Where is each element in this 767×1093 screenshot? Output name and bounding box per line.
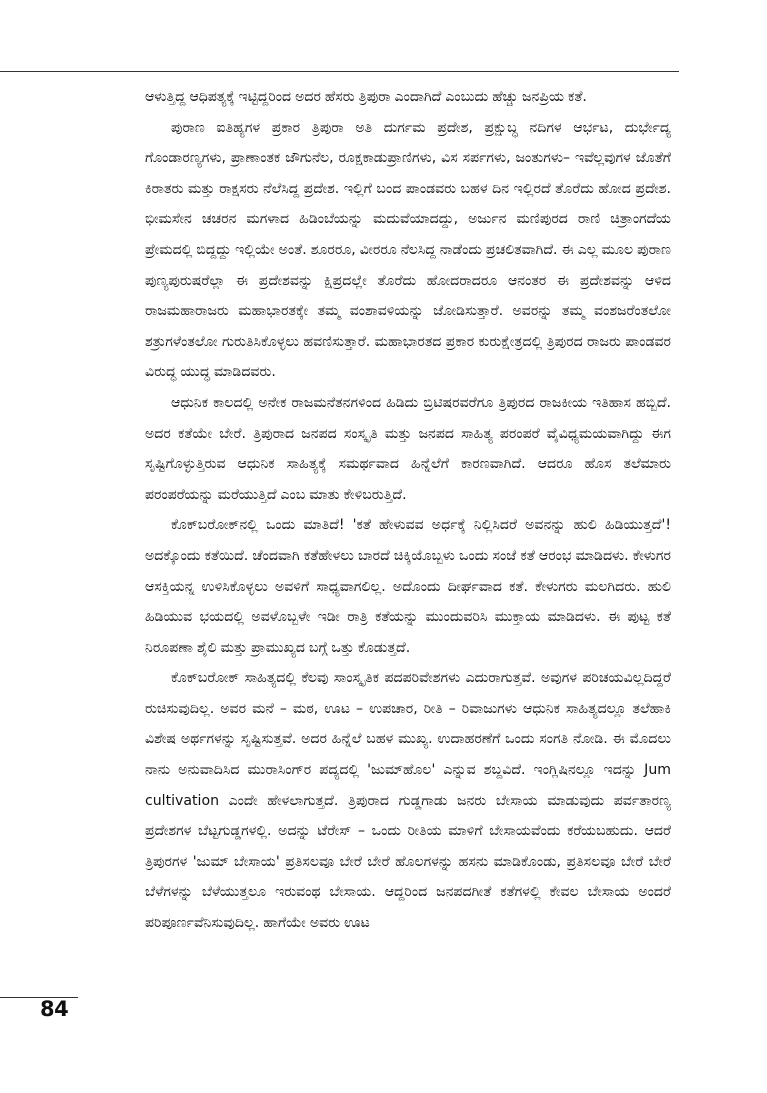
paragraph-cultural-context: ಕೊಕ್‌ಬರೋಕ್ ಸಾಹಿತ್ಯದಲ್ಲಿ ಕೆಲವು ಸಾಂಸ್ಕೃತಿಕ ಪದಪರಿವೇಶಗಳು ಎದುರಾಗುತ್ತವೆ. ಅವುಗಳ ಪರಿಚಯವಿಲ್ಲದಿದ್ದರೆ ರುಚಿಸುವುದಿಲ್ಲ. ಅವರ ಮನೆ – ಮಠ, ಊಟ – ಉಪಚಾರ, ರೀತಿ – ರಿವಾಜುಗಳು ಆಧುನಿಕ ಸಾಹಿತ್ಯದಲ್ಲೂ ತಲೆಹಾಕಿ ವಿಶೇಷ ಅರ್ಥಗಳನ್ನು ಸೃಷ್ಟಿಸುತ್ತವೆ. ಅದರ ಹಿನ್ನೆಲೆ ಬಹಳ ಮುಖ್ಯ. ಉದಾಹರಣೆಗೆ ಒಂದು ಸಂಗತಿ ನೋಡಿ. ಈ ಮೊದಲು ನಾನು ಅನುವಾದಿಸಿದ ಮುರಾಸಿಂಗ್‌ರ ಪದ್ಯದಲ್ಲಿ 'ಜುಮ್‌ಹೊಲ' ಎನ್ನುವ ಶಬ್ದವಿದೆ. ಇಂಗ್ಲಿಷಿನಲ್ಲೂ ಇದನ್ನು Jum cultivation ಎಂದೇ ಹೇಳಲಾಗುತ್ತದೆ. ತ್ರಿಪುರಾದ ಗುಡ್ಡಗಾಡು ಜನರು ಬೇಸಾಯ ಮಾಡುವುದು ಪರ್ವತಾರಣ್ಯ ಪ್ರದೇಶಗಳ ಬೆಟ್ಟಗುಡ್ಡಗಳಲ್ಲಿ. ಅದನ್ನು ಟೆರೇಸ್ – ಒಂದು ರೀತಿಯ ಮಾಳಿಗೆ ಬೇಸಾಯವೆಂದು ಕರೆಯಬಹುದು. ಆದರೆ ತ್ರಿಪುರಗಳ 'ಜುಮ್ ಬೇಸಾಯ' ಪ್ರತಿಸಲವೂ ಬೇರೆ ಬೇರೆ ಹೊಲಗಳನ್ನು ಹಸನು ಮಾಡಿಕೊಂಡು, ಪ್ರತಿಸಲವೂ ಬೇರೆ ಬೇರೆ ಬೆಳೆಗಳನ್ನು ಬೆಳೆಯುತ್ತಲೂ ಇರುವಂಥ ಬೇಸಾಯ. ಆದ್ದರಿಂದ ಜನಪದಗೀತೆ ಕತೆಗಳಲ್ಲಿ ಕೇವಲ ಬೇಸಾಯ ಅಂದರೆ ಪರಿಪೂರ್ಣವೆನಿಸುವುದಿಲ್ಲ. ಹಾಗೆಯೇ ಅವರು ಊಟ [145, 670, 671, 932]
paragraph-purana-legends: ಪುರಾಣ ಐತಿಹ್ಯಗಳ ಪ್ರಕಾರ ತ್ರಿಪುರಾ ಅತಿ ದುರ್ಗಮ ಪ್ರದೇಶ, ಪ್ರಕ್ಷುಬ್ಧ ನದಿಗಳ ಆರ್ಭಟ, ದುರ್ಭೇದ್ಯ ಗೊಂಡಾರಣ್ಯಗಳು, ಪ್ರಾಣಾಂತಕ ಜೌಗುನೆಲ, ರೂಕ್ಷಕಾಡುಪ್ರಾಣಿಗಳು, ವಿಸ ಸರ್ಪಗಳು, ಜಂತುಗಳು– ಇವೆಲ್ಲವುಗಳ ಜೊತೆಗೆ ಕಿರಾತರು ಮತ್ತು ರಾಕ್ಷಸರು ನೆಲೆಸಿದ್ದ ಪ್ರದೇಶ. ಇಲ್ಲಿಗೆ ಬಂದ ಪಾಂಡವರು ಬಹಳ ದಿನ ಇಲ್ಲಿರದೆ ತೊರೆದು ಹೋದ ಪ್ರದೇಶ. ಭೀಮಸೇನ ಚಚರನ ಮಗಳಾದ ಹಿಡಿಂಬೆಯನ್ನು ಮದುವೆಯಾದದ್ದು, ಅರ್ಜುನ ಮಣಿಪುರದ ರಾಣಿ ಚಿತ್ರಾಂಗದೆಯ ಪ್ರೇಮದಲ್ಲಿ ಬಿದ್ದದ್ದು ಇಲ್ಲಿಯೇ ಅಂತೆ. ಶೂರರೂ, ವೀರರೂ ನೆಲಸಿದ್ದ ನಾಡೆಂದು ಪ್ರಚಲಿತವಾಗಿದೆ. ಈ ಎಲ್ಲ ಮೂಲ ಪುರಾಣ ಪುಣ್ಯಪುರುಷರೆಲ್ಲಾ ಈ ಪ್ರದೇಶವನ್ನು ಕ್ಷಿಪ್ರದಲ್ಲೇ ತೊರೆದು ಹೋದರಾದರೂ ಆನಂತರ ಈ ಪ್ರದೇಶವನ್ನು ಆಳಿದ ರಾಜಮಹಾರಾಜರು ಮಹಾಭಾರತಕ್ಕೇ ತಮ್ಮ ವಂಶಾವಳಿಯನ್ನು ಜೋಡಿಸುತ್ತಾರೆ. ಅವರನ್ನು ತಮ್ಮ ವಂಶಜರೆಂತಲೋ ಶತ್ರುಗಳೆಂತಲೋ ಗುರುತಿಸಿಕೊಳ್ಳಲು ಹವಣಿಸುತ್ತಾರೆ. ಮಹಾಭಾರತದ ಪ್ರಕಾರ ಕುರುಕ್ಷೇತ್ರದಲ್ಲಿ ತ್ರಿಪುರದ ರಾಜರು ಪಾಂಡವರ ವಿರುದ್ಧ ಯುದ್ಧ ಮಾಡಿದವರು. [145, 119, 671, 381]
paragraph-kokborok-saying: ಕೊಕ್‌ಬರೋಕ್‌ನಲ್ಲಿ ಒಂದು ಮಾತಿದೆ! 'ಕತೆ ಹೇಳುವವ ಅರ್ಧಕ್ಕೆ ನಿಲ್ಲಿಸಿದರೆ ಅವನನ್ನು ಹುಲಿ ಹಿಡಿಯುತ್ತದೆ'! ಅದಕ್ಕೊಂದು ಕತೆಯಿದೆ. ಚೆಂದವಾಗಿ ಕತೆಹೇಳಲು ಬಾರದೆ ಚಿಕ್ಕಿಯೊಬ್ಬಳು ಒಂದು ಸಂಜೆ ಕತೆ ಆರಂಭ ಮಾಡಿದಳು. ಕೇಳುಗರ ಆಸಕ್ತಿಯನ್ನ ಉಳಿಸಿಕೊಳ್ಳಲು ಅವಳಿಗೆ ಸಾಧ್ಯವಾಗಲಿಲ್ಲ. ಅದೊಂದು ದೀರ್ಘವಾದ ಕತೆ. ಕೇಳುಗರು ಮಲಗಿದರು. ಹುಲಿ ಹಿಡಿಯುವ ಭಯದಲ್ಲಿ ಅವಳೊಬ್ಬಳೇ ಇಡೀ ರಾತ್ರಿ ಕತೆಯನ್ನು ಮುಂದುವರಿಸಿ ಮುಕ್ತಾಯ ಮಾಡಿದಳು. ಈ ಪುಟ್ಟ ಕತೆ ನಿರೂಪಣಾ ಶೈಲಿ ಮತ್ತು ಪ್ರಾಮುಖ್ಯದ ಬಗ್ಗೆ ಒತ್ತು ಕೊಡುತ್ತದೆ. [145, 517, 671, 656]
page-number: 84 [40, 997, 69, 1021]
top-rule [0, 71, 679, 72]
paragraph-continuation: ಆಳುತ್ತಿದ್ದ ಆಧಿಪತ್ಯಕ್ಕೆ ಇಟ್ಟಿದ್ದರಿಂದ ಅದರ ಹೆಸರು ತ್ರಿಪುರಾ ಎಂದಾಗಿದೆ ಎಂಬುದು ಹೆಚ್ಚು ಜನಪ್ರಿಯ ಕತೆ. [145, 89, 587, 105]
body-text [145, 82, 671, 992]
paragraph-modern-history: ಆಧುನಿಕ ಕಾಲದಲ್ಲಿ ಅನೇಕ ರಾಜಮನೆತನಗಳಿಂದ ಹಿಡಿದು ಬ್ರಿಟಿಷರವರೆಗೂ ತ್ರಿಪುರದ ರಾಜಕೀಯ ಇತಿಹಾಸ ಹಬ್ಬಿದೆ. ಅದರ ಕತೆಯೇ ಬೇರೆ. ತ್ರಿಪುರಾದ ಜನಪದ ಸಂಸ್ಕೃತಿ ಮತ್ತು ಜನಪದ ಸಾಹಿತ್ಯ ಪರಂಪರೆ ವೈವಿಧ್ಯಮಯವಾಗಿದ್ದು ಈಗ ಸೃಷ್ಟಿಗೊಳ್ಳುತ್ತಿರುವ ಆಧುನಿಕ ಸಾಹಿತ್ಯಕ್ಕೆ ಸಮರ್ಥವಾದ ಹಿನ್ನೆಲೆಗೆ ಕಾರಣವಾಗಿದೆ. ಆದರೂ ಹೊಸ ತಲೆಮಾರು ಪರಂಪರೆಯನ್ನು ಮರೆಯುತ್ತಿದೆ ಎಂಬ ಮಾತು ಕೇಳಿಬರುತ್ತಿದೆ. [145, 394, 671, 503]
